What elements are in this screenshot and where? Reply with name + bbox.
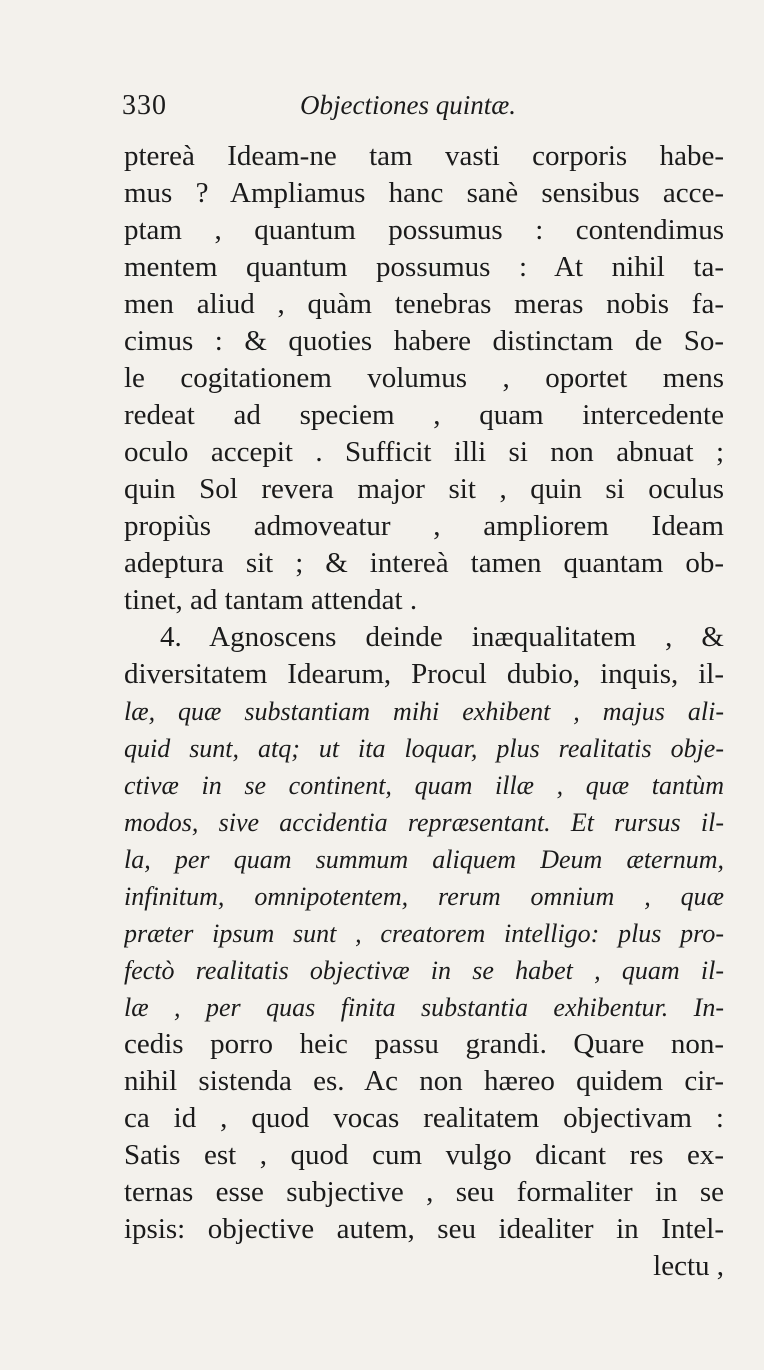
italic-quote-line: quid sunt, atq; ut ita loquar, plus realitatis obje- xyxy=(124,734,724,763)
text-line: ipsis: objective autem, seu idealiter in Intel- xyxy=(124,1213,724,1245)
page-number: 330 xyxy=(122,90,167,121)
text-line: Satis est , quod cum vulgo dicant res ex- xyxy=(124,1139,724,1171)
text-line: ternas esse subjective , seu formaliter in se xyxy=(124,1176,724,1208)
text-line: mentem quantum possumus : At nihil ta- xyxy=(124,251,724,283)
text-line: adeptura sit ; & intereà tamen quantam ob- xyxy=(124,547,724,579)
text-line: le cogitationem volumus , oportet mens xyxy=(124,362,724,394)
italic-quote-line: præter ipsum sunt , creatorem intelligo: plus pro- xyxy=(124,919,724,948)
text-line: diversitatem Idearum, Procul dubio, inquis, il- xyxy=(124,658,724,690)
text-line: cedis porro heic passu grandi. Quare non- xyxy=(124,1028,724,1060)
text-line: cimus : & quoties habere distinctam de So- xyxy=(124,325,724,357)
running-title: Objectiones quintæ. xyxy=(300,90,516,120)
italic-quote-line: fectò realitatis objectivæ in se habet , quam il- xyxy=(124,956,724,985)
text-line: oculo accepit . Sufficit illi si non abnuat ; xyxy=(124,436,724,468)
italic-quote-line: infinitum, omnipotentem, rerum omnium , quæ xyxy=(124,882,724,911)
text-line: ca id , quod vocas realitatem objectivam : xyxy=(124,1102,724,1134)
text-line: ptereà Ideam-ne tam vasti corporis habe- xyxy=(124,140,724,172)
page-header xyxy=(122,88,722,128)
text-line: men aliud , quàm tenebras meras nobis fa- xyxy=(124,288,724,320)
catchword-line: lectu , xyxy=(653,1250,724,1282)
text-line: nihil sistenda es. Ac non hæreo quidem cir- xyxy=(124,1065,724,1097)
italic-quote-line: la, per quam summum aliquem Deum æternum, xyxy=(124,845,724,874)
text-line: quin Sol revera major sit , quin si oculus xyxy=(124,473,724,505)
text-line: ptam , quantum possumus : contendimus xyxy=(124,214,724,246)
text-line: mus ? Ampliamus hanc sanè sensibus acce- xyxy=(124,177,724,209)
italic-quote-line: modos, sive accidentia repræsentant. Et rursus il- xyxy=(124,808,724,837)
text-line: redeat ad speciem , quam intercedente xyxy=(124,399,724,431)
body-text xyxy=(124,138,724,1285)
italic-quote-line: ctivæ in se continent, quam illæ , quæ tantùm xyxy=(124,771,724,800)
text-line: tinet, ad tantam attendat . xyxy=(124,584,418,616)
italic-quote-line: læ, quæ substantiam mihi exhibent , majus ali- xyxy=(124,697,724,726)
paragraph-start-line: 4. Agnoscens deinde inæqualitatem , & xyxy=(160,621,724,653)
italic-quote-line: læ , per quas finita substantia exhibentur. In- xyxy=(124,993,724,1022)
text-line: propiùs admoveatur , ampliorem Ideam xyxy=(124,510,724,542)
